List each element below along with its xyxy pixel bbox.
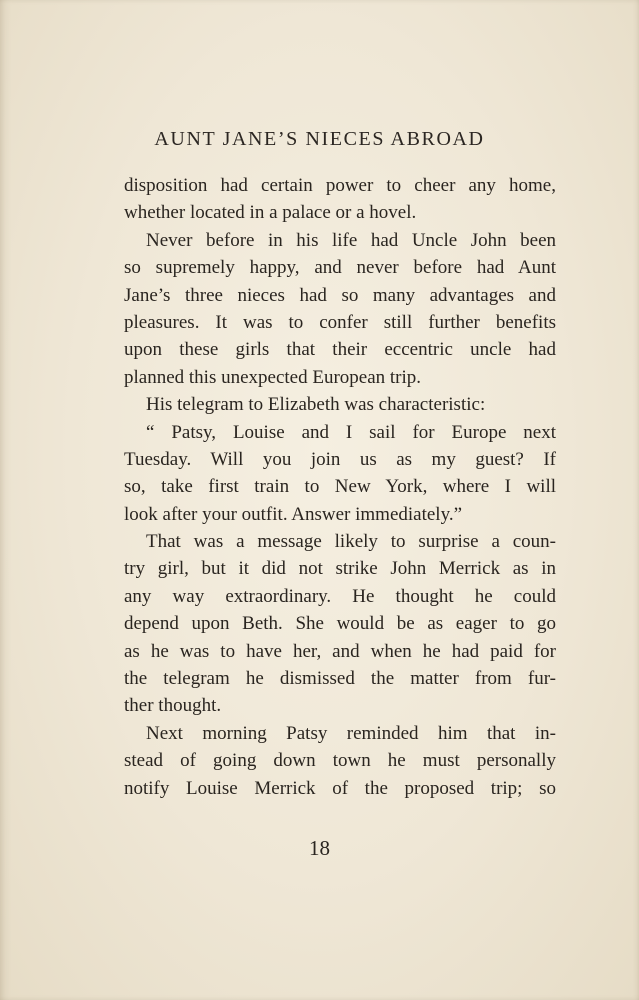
text-line: planned this unexpected European trip. — [124, 366, 422, 388]
text-line: upon these girls that their eccentric uncle had — [124, 339, 556, 361]
text-line: Next morning Patsy reminded him that in- — [146, 722, 556, 744]
text-line: the telegram he dismissed the matter from fur- — [124, 668, 556, 690]
text-line: Tuesday. Will you join us as my guest? If — [124, 448, 556, 470]
text-line: depend upon Beth. She would be as eager to go — [124, 613, 556, 635]
text-line: Never before in his life had Uncle John been — [146, 229, 556, 251]
text-line: “ Patsy, Louise and I sail for Europe next — [146, 421, 556, 443]
text-line: look after your outfit. Answer immediately.” — [124, 503, 463, 525]
text-line: That was a message likely to surprise a coun- — [146, 531, 556, 553]
text-line: stead of going down town he must personally — [124, 750, 556, 772]
text-line: try girl, but it did not strike John Merrick as in — [124, 558, 556, 580]
text-line: whether located in a palace or a hovel. — [124, 202, 417, 224]
text-line: any way extraordinary. He thought he could — [124, 585, 556, 607]
text-line: disposition had certain power to cheer any home, — [124, 175, 556, 196]
page-number: 18 — [309, 836, 330, 860]
running-head: AUNT JANE’S NIECES ABROAD — [154, 128, 485, 150]
text-line: Jane’s three nieces had so many advantages and — [124, 284, 556, 306]
text-line: so, take first train to New York, where I will — [124, 476, 556, 498]
text-line: His telegram to Elizabeth was characteristic: — [146, 394, 486, 416]
text-line: pleasures. It was to confer still further benefits — [124, 311, 556, 333]
text-line: as he was to have her, and when he had paid for — [124, 640, 556, 662]
text-line: so supremely happy, and never before had Aunt — [124, 257, 556, 279]
text-line: notify Louise Merrick of the proposed trip; so — [124, 777, 556, 799]
page-body-text — [124, 172, 556, 802]
text-line: ther thought. — [124, 695, 222, 717]
